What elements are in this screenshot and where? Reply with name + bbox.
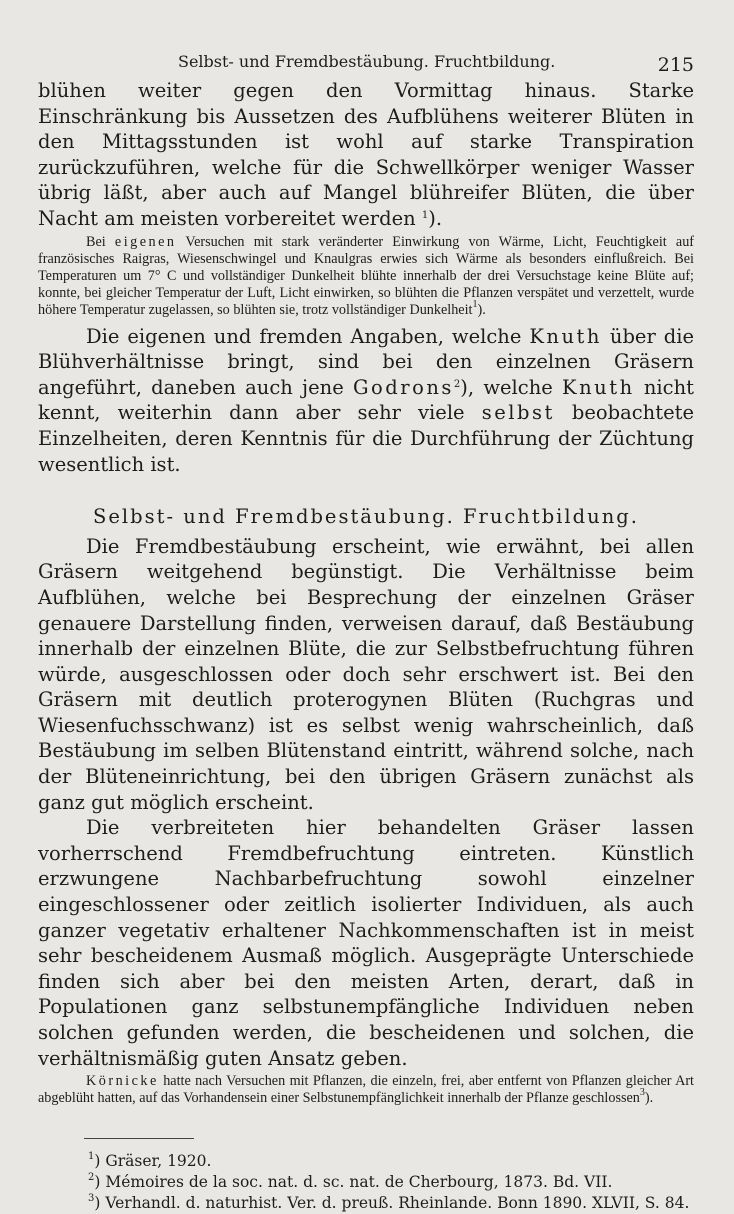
small-text: Bei: [86, 233, 115, 250]
paragraph: [38, 324, 694, 478]
paragraph: Die verbreiteten hier behandelten Gräser lassen vorherrschend Fremdbefruchtung eintreten. Künstlich erzwungene Nachbarbefruchtung sowohl einzelner eingeschlossener oder zeitlich isolierter Individuen, als auch ganzer vegetativ erhaltener Nachkommenschaften ist in meist sehr bescheidenem Ausmaß möglich. Ausgeprägte Unterschiede finden sich aber bei den meisten Arten, derart, daß in Populationen ganz selbstunempfängliche Individuen neben solchen gefunden werden, die bescheidenen und solchen, die verhältnismäßig guten Ansatz geben.: [38, 816, 694, 1070]
footnote: [88, 1193, 694, 1214]
emphasis-spaced: eigenen: [114, 233, 177, 250]
small-text: hatte nach Versuchen mit Pflanzen, die einzeln, frei, aber entfernt von Pflanzen gleicher Art abgeblüht hatten, auf das Vorhandensein einer Selbstunempfänglichkeit innerhalb der Pflanze geschlossen: [38, 1073, 694, 1107]
footnote-divider: [84, 1138, 194, 1139]
footnote-text: ) Verhandl. d. naturhist. Ver. d. preuß. Rheinlande. Bonn 1890. XLVII, S. 84.: [94, 1193, 690, 1212]
paragraph-text: beobachtete Einzelheiten, deren Kenntnis für die Durchführung der Züchtung wesentlich ist.: [38, 401, 694, 476]
footnote-ref: 1: [472, 299, 478, 311]
footnote-text: ) Gräser, 1920.: [94, 1151, 212, 1170]
paragraph-text: blühen weiter gegen den Vormittag hinaus. Starke Einschränkung bis Aussetzen des Aufblühens weiterer Blüten in den Mittagsstunden ist wohl auf starke Transpiration zurückzuführen, welche für die Schwellkörper weniger Wasser übrig läßt, aber auch auf Mangel blühreifer Blüten, die über Nacht am meisten vorbereitet werden: [38, 79, 694, 230]
page-header: [38, 40, 694, 78]
footnote-mark: 1: [88, 1150, 95, 1162]
paragraph-continued: [38, 78, 694, 232]
footnote-ref: 3: [639, 1087, 645, 1099]
emphasis-spaced: selbst: [481, 401, 555, 425]
footnote: [88, 1151, 694, 1172]
paragraph-text: Die eigenen und fremden Angaben, welche: [86, 324, 530, 348]
small-print-note: [38, 1073, 694, 1107]
author-name: Knuth: [529, 324, 602, 348]
page-number: 215: [657, 54, 694, 76]
paragraph-text: über die Blühverhältnisse bringt, sind bei den einzelnen Gräsern angeführt, daneben auch jene: [38, 324, 695, 399]
page-body: [38, 78, 694, 1108]
footnote-text: ) Mémoires de la soc. nat. d. sc. nat. de Cherbourg, 1873. Bd. VII.: [94, 1172, 613, 1191]
footnote-ref: 1: [421, 209, 429, 221]
small-text-end: ).: [644, 1090, 654, 1107]
author-name: Godrons: [352, 375, 454, 399]
small-text: Versuchen mit stark veränderter Einwirkung von Wärme, Licht, Feuchtigkeit auf französisches Raigras, Wiesenschwingel und Knaulgras erwies sich Wärme als besonders einflußreich. Bei Temperaturen um 7° C und vollständiger Dunkelheit blühte innerhalb der drei Versuchstage keine Blüte auf; konnte, bei gleicher Temperatur der Luft, Licht einwirken, so blühten die Pflanzen verspätet und verzettelt, wurde höhere Temperatur zugelassen, so blühten sie, trotz vollständiger Dunkelheit: [38, 233, 695, 319]
footnote-ref: 2: [453, 378, 461, 390]
footnote-mark: 3: [88, 1192, 95, 1204]
running-head: Selbst- und Fremdbestäubung. Fruchtbildung.: [178, 52, 556, 71]
section-heading: Selbst- und Fremdbestäubung. Fruchtbildung.: [93, 505, 639, 529]
small-print-note: [38, 234, 694, 320]
paragraph-text: nicht kennt, weiterhin dann aber sehr viele: [38, 375, 694, 425]
paragraph-text: ), welche: [460, 375, 563, 399]
footnote-mark: 2: [88, 1171, 95, 1183]
footnotes: [38, 1151, 694, 1214]
footnote: [88, 1172, 694, 1193]
paragraph: Die Fremdbestäubung erscheint, wie erwähnt, bei allen Gräsern weitgehend begünstigt. Die Verhältnisse beim Aufblühen, welche bei Besprechung der einzelnen Gräser genauere Darstellung finden, verweisen darauf, daß Bestäubung innerhalb der einzelnen Blüte, die zur Selbstbefruchtung führen würde, ausgeschlossen oder doch sehr erschwert ist. Bei den Gräsern mit deutlich proterogynen Blüten (Ruchgras und Wiesenfuchsschwanz) ist es selbst wenig wahrscheinlich, daß Bestäubung im selben Blütenstand eintritt, während solche, nach der Blüteneinrichtung, bei den übrigen Gräsern zunächst als ganz gut möglich erscheint.: [38, 534, 694, 814]
paragraph-text-end: ).: [428, 206, 443, 230]
small-text-end: ).: [477, 302, 486, 319]
author-name: Körnicke: [86, 1073, 159, 1090]
author-name: Knuth: [562, 375, 635, 399]
